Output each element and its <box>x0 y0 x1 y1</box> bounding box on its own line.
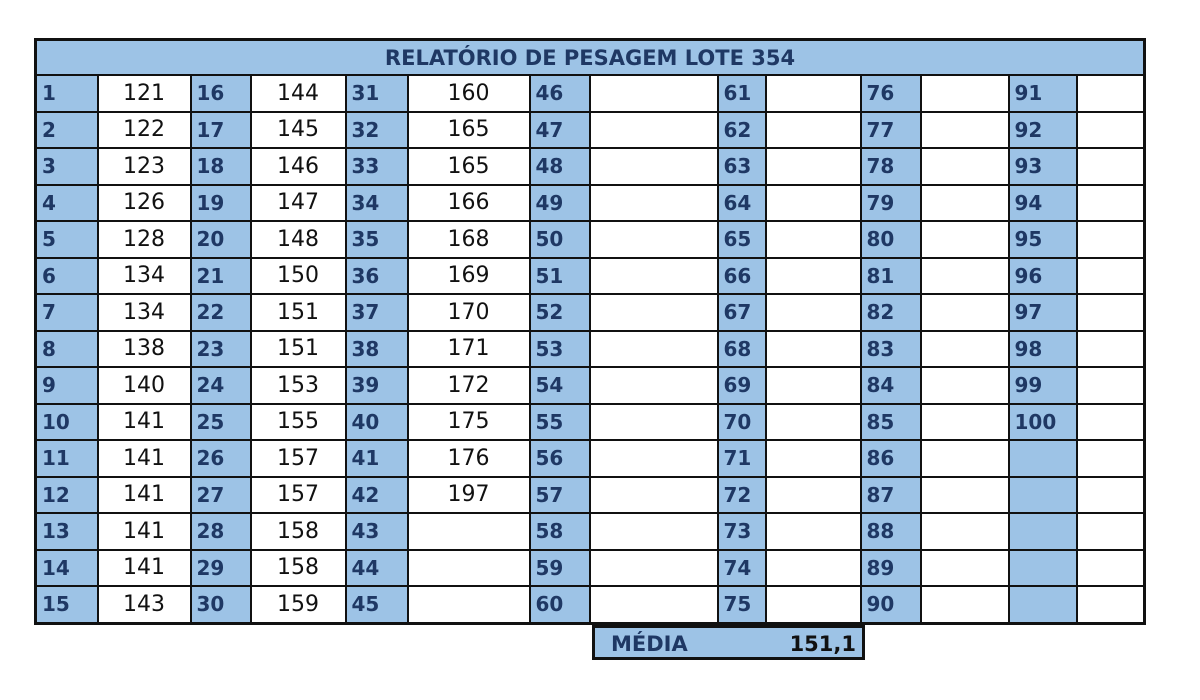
animal-number <box>1009 440 1077 477</box>
weight-cell: 141 <box>98 440 191 477</box>
animal-number: 14 <box>36 550 98 587</box>
weight-cell: 176 <box>408 440 530 477</box>
weight-cell <box>921 513 1009 550</box>
animal-number: 82 <box>861 294 921 331</box>
weight-cell <box>590 221 718 258</box>
weight-cell: 175 <box>408 404 530 441</box>
animal-number: 59 <box>530 550 590 587</box>
table-row <box>36 294 1145 331</box>
weight-cell <box>921 294 1009 331</box>
weight-cell <box>766 513 861 550</box>
animal-number: 86 <box>861 440 921 477</box>
table-row <box>36 367 1145 404</box>
weight-cell <box>921 367 1009 404</box>
weight-cell: 170 <box>408 294 530 331</box>
animal-number: 62 <box>718 112 766 149</box>
report-title: RELATÓRIO DE PESAGEM LOTE 354 <box>36 40 1145 76</box>
weight-cell <box>1077 477 1145 514</box>
animal-number: 19 <box>191 185 251 222</box>
weight-cell <box>1077 294 1145 331</box>
animal-number: 71 <box>718 440 766 477</box>
weight-cell: 169 <box>408 258 530 295</box>
weight-cell: 147 <box>251 185 346 222</box>
weight-cell <box>766 440 861 477</box>
animal-number: 50 <box>530 221 590 258</box>
table-row <box>36 148 1145 185</box>
animal-number: 66 <box>718 258 766 295</box>
weight-cell: 151 <box>251 331 346 368</box>
weight-cell: 141 <box>98 477 191 514</box>
animal-number: 58 <box>530 513 590 550</box>
table-row <box>36 404 1145 441</box>
weight-cell: 197 <box>408 477 530 514</box>
animal-number: 72 <box>718 477 766 514</box>
animal-number: 56 <box>530 440 590 477</box>
weight-cell: 134 <box>98 294 191 331</box>
animal-number: 73 <box>718 513 766 550</box>
animal-number: 9 <box>36 367 98 404</box>
weight-cell <box>766 550 861 587</box>
animal-number: 15 <box>36 586 98 623</box>
animal-number: 3 <box>36 148 98 185</box>
weight-cell: 158 <box>251 550 346 587</box>
table-row <box>36 440 1145 477</box>
weight-cell <box>921 331 1009 368</box>
animal-number: 98 <box>1009 331 1077 368</box>
weight-cell <box>766 367 861 404</box>
weight-cell: 159 <box>251 586 346 623</box>
weight-cell <box>590 586 718 623</box>
weight-cell: 138 <box>98 331 191 368</box>
animal-number: 38 <box>346 331 408 368</box>
animal-number: 96 <box>1009 258 1077 295</box>
weight-cell: 171 <box>408 331 530 368</box>
animal-number: 93 <box>1009 148 1077 185</box>
weight-cell <box>590 404 718 441</box>
weight-cell: 165 <box>408 112 530 149</box>
weight-cell: 157 <box>251 477 346 514</box>
weight-cell <box>590 294 718 331</box>
weight-cell <box>766 331 861 368</box>
animal-number: 23 <box>191 331 251 368</box>
weight-cell <box>921 148 1009 185</box>
weight-cell <box>1077 221 1145 258</box>
animal-number: 30 <box>191 586 251 623</box>
weight-cell <box>590 112 718 149</box>
animal-number: 12 <box>36 477 98 514</box>
animal-number: 47 <box>530 112 590 149</box>
animal-number: 67 <box>718 294 766 331</box>
animal-number: 84 <box>861 367 921 404</box>
table-row <box>36 185 1145 222</box>
animal-number <box>1009 513 1077 550</box>
weight-cell: 140 <box>98 367 191 404</box>
weight-cell <box>590 513 718 550</box>
weight-cell <box>921 440 1009 477</box>
average-summary <box>592 625 865 660</box>
weight-cell <box>1077 331 1145 368</box>
animal-number: 99 <box>1009 367 1077 404</box>
animal-number: 64 <box>718 185 766 222</box>
weight-cell <box>921 550 1009 587</box>
animal-number: 95 <box>1009 221 1077 258</box>
animal-number: 27 <box>191 477 251 514</box>
weight-cell: 126 <box>98 185 191 222</box>
weight-cell <box>921 221 1009 258</box>
weight-cell <box>590 258 718 295</box>
weight-cell: 172 <box>408 367 530 404</box>
weight-cell <box>766 477 861 514</box>
weight-cell <box>921 258 1009 295</box>
weight-cell: 151 <box>251 294 346 331</box>
animal-number: 32 <box>346 112 408 149</box>
animal-number: 90 <box>861 586 921 623</box>
weight-cell <box>590 331 718 368</box>
animal-number: 45 <box>346 586 408 623</box>
weight-cell: 141 <box>98 513 191 550</box>
table-row <box>36 221 1145 258</box>
animal-number: 13 <box>36 513 98 550</box>
animal-number: 34 <box>346 185 408 222</box>
animal-number: 85 <box>861 404 921 441</box>
animal-number: 37 <box>346 294 408 331</box>
weight-cell: 148 <box>251 221 346 258</box>
weight-cell: 143 <box>98 586 191 623</box>
weight-cell <box>766 404 861 441</box>
table-row <box>36 513 1145 550</box>
animal-number: 10 <box>36 404 98 441</box>
animal-number: 78 <box>861 148 921 185</box>
animal-number: 46 <box>530 75 590 112</box>
weight-cell <box>921 185 1009 222</box>
weight-cell: 123 <box>98 148 191 185</box>
animal-number: 81 <box>861 258 921 295</box>
table-row <box>36 331 1145 368</box>
weight-cell <box>1077 75 1145 112</box>
animal-number: 83 <box>861 331 921 368</box>
weight-cell <box>1077 404 1145 441</box>
animal-number: 6 <box>36 258 98 295</box>
animal-number: 87 <box>861 477 921 514</box>
animal-number: 24 <box>191 367 251 404</box>
animal-number: 25 <box>191 404 251 441</box>
weight-cell: 155 <box>251 404 346 441</box>
average-label: MÉDIA <box>611 632 688 656</box>
animal-number: 61 <box>718 75 766 112</box>
weight-cell <box>590 185 718 222</box>
animal-number: 91 <box>1009 75 1077 112</box>
animal-number: 65 <box>718 221 766 258</box>
weight-cell <box>766 148 861 185</box>
animal-number: 4 <box>36 185 98 222</box>
animal-number: 16 <box>191 75 251 112</box>
animal-number: 53 <box>530 331 590 368</box>
table-row <box>36 112 1145 149</box>
weight-cell <box>766 221 861 258</box>
average-value: 151,1 <box>789 632 856 656</box>
weighing-report-table <box>34 38 1146 625</box>
animal-number: 5 <box>36 221 98 258</box>
table-row <box>36 550 1145 587</box>
table-row <box>36 75 1145 112</box>
weight-cell: 121 <box>98 75 191 112</box>
animal-number: 18 <box>191 148 251 185</box>
animal-number: 52 <box>530 294 590 331</box>
weight-cell <box>1077 513 1145 550</box>
weight-cell: 157 <box>251 440 346 477</box>
weight-cell <box>921 477 1009 514</box>
weight-cell <box>590 367 718 404</box>
weight-cell <box>1077 550 1145 587</box>
weight-cell: 166 <box>408 185 530 222</box>
weight-cell <box>408 586 530 623</box>
weight-cell: 141 <box>98 404 191 441</box>
weight-cell <box>590 148 718 185</box>
weight-cell: 134 <box>98 258 191 295</box>
animal-number: 48 <box>530 148 590 185</box>
weight-cell <box>590 75 718 112</box>
weight-cell <box>921 586 1009 623</box>
animal-number: 28 <box>191 513 251 550</box>
weight-cell <box>1077 148 1145 185</box>
animal-number: 26 <box>191 440 251 477</box>
animal-number: 31 <box>346 75 408 112</box>
animal-number: 70 <box>718 404 766 441</box>
animal-number: 17 <box>191 112 251 149</box>
animal-number: 74 <box>718 550 766 587</box>
weight-cell: 128 <box>98 221 191 258</box>
animal-number: 21 <box>191 258 251 295</box>
weight-cell: 144 <box>251 75 346 112</box>
animal-number: 35 <box>346 221 408 258</box>
weight-cell: 153 <box>251 367 346 404</box>
weight-cell: 146 <box>251 148 346 185</box>
weight-cell <box>408 550 530 587</box>
animal-number: 40 <box>346 404 408 441</box>
weight-cell <box>766 294 861 331</box>
weight-cell: 160 <box>408 75 530 112</box>
weight-cell <box>766 75 861 112</box>
weight-cell <box>921 112 1009 149</box>
animal-number <box>1009 550 1077 587</box>
table-row <box>36 586 1145 623</box>
animal-number: 36 <box>346 258 408 295</box>
weight-cell <box>1077 185 1145 222</box>
animal-number: 69 <box>718 367 766 404</box>
animal-number: 80 <box>861 221 921 258</box>
weight-cell: 158 <box>251 513 346 550</box>
animal-number: 20 <box>191 221 251 258</box>
animal-number: 55 <box>530 404 590 441</box>
weight-cell: 141 <box>98 550 191 587</box>
weight-cell <box>766 586 861 623</box>
animal-number: 79 <box>861 185 921 222</box>
animal-number: 94 <box>1009 185 1077 222</box>
weight-cell <box>1077 258 1145 295</box>
animal-number: 42 <box>346 477 408 514</box>
weight-cell <box>921 404 1009 441</box>
animal-number: 54 <box>530 367 590 404</box>
weight-cell <box>590 477 718 514</box>
animal-number: 63 <box>718 148 766 185</box>
animal-number: 97 <box>1009 294 1077 331</box>
animal-number: 1 <box>36 75 98 112</box>
animal-number: 8 <box>36 331 98 368</box>
weight-cell: 150 <box>251 258 346 295</box>
animal-number: 89 <box>861 550 921 587</box>
animal-number: 22 <box>191 294 251 331</box>
animal-number: 39 <box>346 367 408 404</box>
animal-number: 11 <box>36 440 98 477</box>
weight-cell <box>766 258 861 295</box>
weight-cell <box>590 550 718 587</box>
animal-number: 43 <box>346 513 408 550</box>
animal-number: 41 <box>346 440 408 477</box>
weight-cell <box>766 185 861 222</box>
weight-cell <box>1077 112 1145 149</box>
weight-cell: 165 <box>408 148 530 185</box>
animal-number: 76 <box>861 75 921 112</box>
table-row <box>36 477 1145 514</box>
weight-cell <box>408 513 530 550</box>
animal-number: 100 <box>1009 404 1077 441</box>
animal-number: 29 <box>191 550 251 587</box>
weight-cell: 145 <box>251 112 346 149</box>
animal-number: 44 <box>346 550 408 587</box>
animal-number: 49 <box>530 185 590 222</box>
animal-number: 75 <box>718 586 766 623</box>
weight-cell: 122 <box>98 112 191 149</box>
table-row <box>36 258 1145 295</box>
animal-number: 2 <box>36 112 98 149</box>
animal-number: 88 <box>861 513 921 550</box>
weight-cell <box>766 112 861 149</box>
animal-number: 51 <box>530 258 590 295</box>
weight-cell <box>1077 440 1145 477</box>
weight-cell <box>1077 367 1145 404</box>
animal-number: 57 <box>530 477 590 514</box>
animal-number: 92 <box>1009 112 1077 149</box>
animal-number: 60 <box>530 586 590 623</box>
animal-number <box>1009 477 1077 514</box>
weight-cell <box>921 75 1009 112</box>
weight-cell <box>1077 586 1145 623</box>
weight-cell: 168 <box>408 221 530 258</box>
animal-number: 68 <box>718 331 766 368</box>
animal-number: 77 <box>861 112 921 149</box>
weight-cell <box>590 440 718 477</box>
animal-number <box>1009 586 1077 623</box>
animal-number: 7 <box>36 294 98 331</box>
animal-number: 33 <box>346 148 408 185</box>
